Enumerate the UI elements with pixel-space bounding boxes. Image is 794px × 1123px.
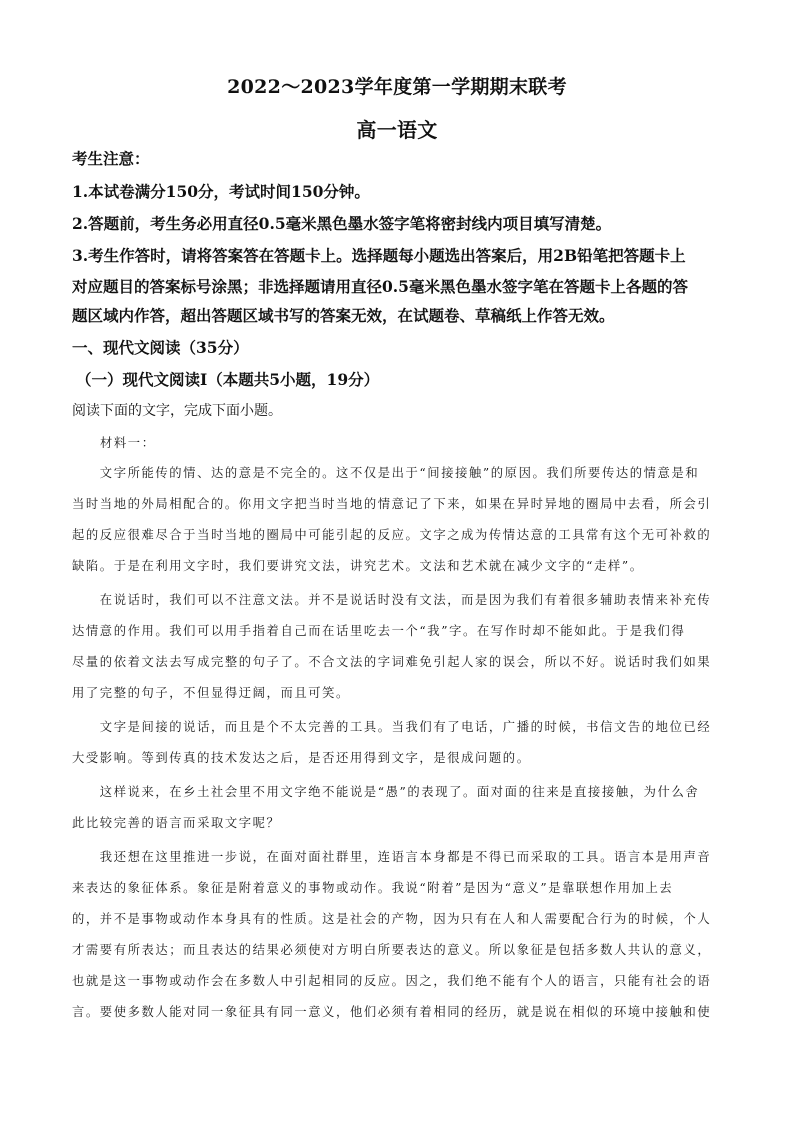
text-line: 当时当地的外局相配合的。你用文字把当时当地的情意记了下来，如果在异时异地的圈局中去看，所会引: [72, 497, 712, 511]
text-line: 这样说来，在乡土社会里不用文字绝不能说是“愚”的表现了。面对面的往来是直接接触，为什么舍: [72, 785, 700, 799]
section-subheading: （一）现代文阅读Ⅰ（本题共5小题，19分）: [76, 370, 380, 389]
text-line: 来表达的象征体系。象征是附着意义的事物或动作。我说“附着”是因为“意义”是靠联想作用加上去: [72, 881, 674, 895]
text-line: 也就是这一事物或动作会在多数人中引起相同的反应。因之，我们绝不能有个人的语言，只能有社会的语: [72, 974, 712, 988]
notice-item-3-line-3: 题区域内作答，超出答题区域书写的答案无效，在试题卷、草稿纸上作答无效。: [72, 306, 615, 325]
material-label: 材料一：: [100, 436, 156, 450]
text-line: 用了完整的句子，不但显得迂阔，而且可笑。: [72, 686, 350, 700]
text-line: 此比较完善的语言而采取文字呢？: [72, 816, 281, 830]
notice-item-1: 1.本试卷满分150分，考试时间150分钟。: [72, 182, 370, 201]
text-line: 文字所能传的情、达的意是不完全的。这不仅是出于“间接接触”的原因。我们所要传达的情意是和: [72, 466, 700, 480]
notice-item-3-line-2: 对应题目的答案标号涂黑；非选择题请用直径0.5毫米黑色墨水签字笔在答题卡上各题的答: [72, 277, 688, 296]
exam-subtitle: 高一语文: [356, 118, 438, 142]
notice-item-3-line-1: 3.考生作答时，请将答案答在答题卡上。选择题每小题选出答案后，用2B铅笔把答题卡上: [72, 246, 686, 265]
text-line: 大受影响。等到传真的技术发达之后，是否还用得到文字，是很成问题的。: [72, 751, 531, 765]
text-line: 我还想在这里推进一步说，在面对面社群里，连语言本身都是不得已而采取的工具。语言本是用声音: [72, 850, 712, 864]
section-heading: 一、现代文阅读（35分）: [72, 338, 249, 357]
text-line: 达情意的作用。我们可以用手指着自己而在话里吃去一个“我”字。在写作时却不能如此。于是我们得: [72, 624, 686, 638]
text-line: 尽量的依着文法去写成完整的句子了。不合文法的字词难免引起人家的误会，所以不好。说话时我们如果: [72, 655, 712, 669]
text-line: 言。要使多数人能对同一象征具有同一意义，他们必须有着相同的经历，就是说在相似的环境中接触和使: [72, 1005, 712, 1019]
text-line: 的，并不是事物或动作本身具有的性质。这是社会的产物，因为只有在人和人需要配合行为的时候，个人: [72, 912, 712, 926]
exam-title: 2022～2023学年度第一学期期末联考: [227, 76, 567, 98]
text-line: 在说话时，我们可以不注意文法。并不是说话时没有文法，而是因为我们有着很多辅助表情来补充传: [72, 593, 712, 607]
text-line: 缺陷。于是在利用文字时，我们要讲究文法，讲究艺术。文法和艺术就在减少文字的“走样”。: [72, 559, 644, 573]
notice-item-2: 2.答题前，考生务必用直径0.5毫米黑色墨水签字笔将密封线内项目填写清楚。: [72, 214, 612, 233]
text-line: 才需要有所表达；而且表达的结果必须使对方明白所要表达的意义。所以象征是包括多数人共认的意义，: [72, 943, 712, 957]
text-line: 文字是间接的说话，而且是个不太完善的工具。当我们有了电话，广播的时候，书信文告的地位已经: [72, 720, 712, 734]
notice-heading: 考生注意：: [72, 149, 150, 168]
reading-instruction: 阅读下面的文字，完成下面小题。: [72, 403, 282, 419]
text-line: 起的反应很难尽合于当时当地的圈局中可能引起的反应。文字之成为传情达意的工具常有这个无可补救的: [72, 528, 712, 542]
